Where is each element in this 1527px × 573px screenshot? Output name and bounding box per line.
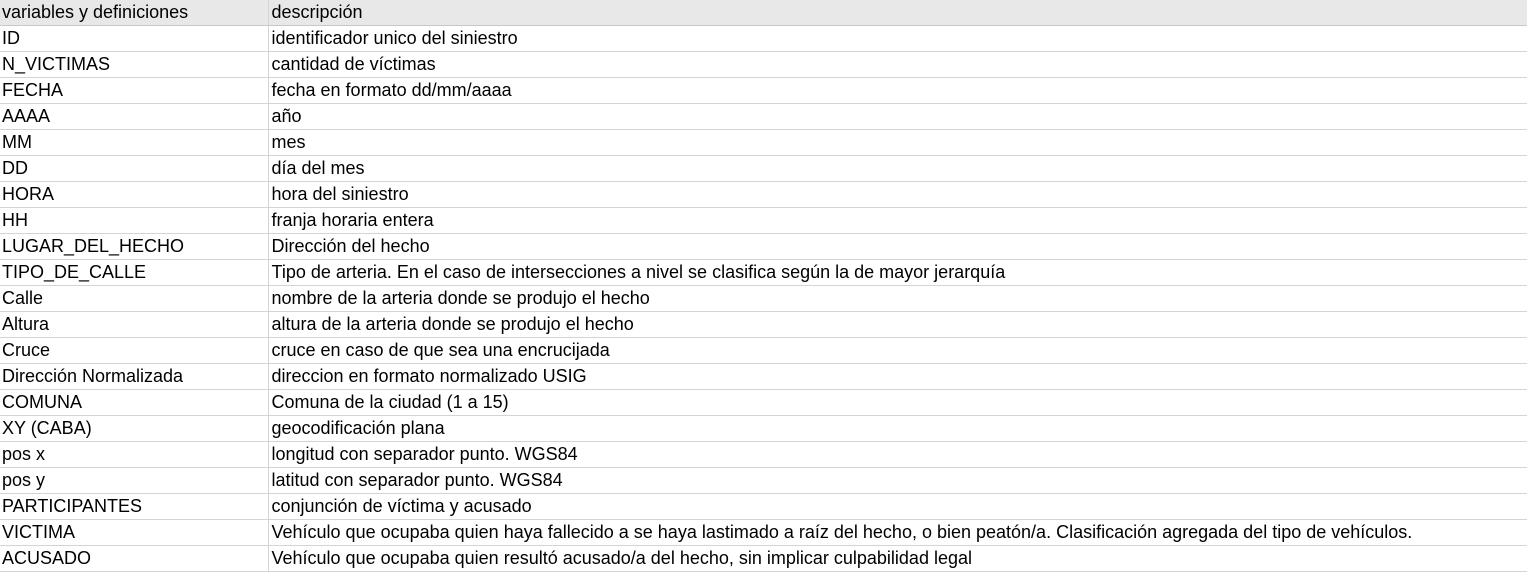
table-row xyxy=(0,156,1527,182)
cell-descripcion[interactable]: geocodificación plana xyxy=(268,416,1527,442)
cell-variable[interactable]: PARTICIPANTES xyxy=(0,494,268,520)
header-cell-descripcion[interactable]: descripción xyxy=(268,0,1527,26)
table-row xyxy=(0,182,1527,208)
table-row xyxy=(0,234,1527,260)
cell-descripcion[interactable]: hora del siniestro xyxy=(268,182,1527,208)
cell-variable[interactable]: Calle xyxy=(0,286,268,312)
cell-descripcion[interactable]: nombre de la arteria donde se produjo el hecho xyxy=(268,286,1527,312)
table-row xyxy=(0,26,1527,52)
table-row xyxy=(0,494,1527,520)
cell-variable[interactable]: ACUSADO xyxy=(0,546,268,572)
cell-variable[interactable]: ID xyxy=(0,26,268,52)
cell-variable[interactable]: DD xyxy=(0,156,268,182)
cell-variable[interactable]: pos y xyxy=(0,468,268,494)
table-row xyxy=(0,78,1527,104)
cell-descripcion[interactable]: cruce en caso de que sea una encrucijada xyxy=(268,338,1527,364)
cell-descripcion[interactable]: franja horaria entera xyxy=(268,208,1527,234)
cell-descripcion[interactable]: identificador unico del siniestro xyxy=(268,26,1527,52)
header-row xyxy=(0,0,1527,26)
cell-descripcion[interactable]: día del mes xyxy=(268,156,1527,182)
cell-descripcion[interactable]: cantidad de víctimas xyxy=(268,52,1527,78)
table-row xyxy=(0,468,1527,494)
cell-descripcion[interactable]: fecha en formato dd/mm/aaaa xyxy=(268,78,1527,104)
table-row xyxy=(0,286,1527,312)
cell-variable[interactable]: Cruce xyxy=(0,338,268,364)
table-row xyxy=(0,390,1527,416)
cell-variable[interactable]: HORA xyxy=(0,182,268,208)
cell-descripcion[interactable]: conjunción de víctima y acusado xyxy=(268,494,1527,520)
table-row xyxy=(0,130,1527,156)
cell-descripcion[interactable]: Dirección del hecho xyxy=(268,234,1527,260)
cell-variable[interactable]: AAAA xyxy=(0,104,268,130)
table-row xyxy=(0,312,1527,338)
cell-variable[interactable]: Altura xyxy=(0,312,268,338)
table-row xyxy=(0,52,1527,78)
cell-descripcion[interactable]: Vehículo que ocupaba quien resultó acusado/a del hecho, sin implicar culpabilidad legal xyxy=(268,546,1527,572)
cell-variable[interactable]: COMUNA xyxy=(0,390,268,416)
table-row xyxy=(0,338,1527,364)
table-row xyxy=(0,442,1527,468)
cell-descripcion[interactable]: altura de la arteria donde se produjo el hecho xyxy=(268,312,1527,338)
cell-variable[interactable]: TIPO_DE_CALLE xyxy=(0,260,268,286)
cell-descripcion[interactable]: longitud con separador punto. WGS84 xyxy=(268,442,1527,468)
cell-variable[interactable]: pos x xyxy=(0,442,268,468)
cell-descripcion[interactable]: Vehículo que ocupaba quien haya fallecido a se haya lastimado a raíz del hecho, o bien peatón/a. Clasificación agregada del tipo de vehículos. xyxy=(268,520,1527,546)
cell-descripcion[interactable]: latitud con separador punto. WGS84 xyxy=(268,468,1527,494)
cell-descripcion[interactable]: Tipo de arteria. En el caso de intersecciones a nivel se clasifica según la de mayor jerarquía xyxy=(268,260,1527,286)
table-row xyxy=(0,546,1527,572)
header-cell-variables[interactable]: variables y definiciones xyxy=(0,0,268,26)
table-row xyxy=(0,520,1527,546)
cell-descripcion[interactable]: direccion en formato normalizado USIG xyxy=(268,364,1527,390)
table-row xyxy=(0,364,1527,390)
cell-descripcion[interactable]: año xyxy=(268,104,1527,130)
cell-variable[interactable]: HH xyxy=(0,208,268,234)
cell-variable[interactable]: XY (CABA) xyxy=(0,416,268,442)
cell-descripcion[interactable]: Comuna de la ciudad (1 a 15) xyxy=(268,390,1527,416)
table-row xyxy=(0,416,1527,442)
cell-variable[interactable]: MM xyxy=(0,130,268,156)
cell-variable[interactable]: LUGAR_DEL_HECHO xyxy=(0,234,268,260)
table-row xyxy=(0,104,1527,130)
cell-descripcion[interactable]: mes xyxy=(268,130,1527,156)
cell-variable[interactable]: N_VICTIMAS xyxy=(0,52,268,78)
cell-variable[interactable]: VICTIMA xyxy=(0,520,268,546)
table-row xyxy=(0,260,1527,286)
cell-variable[interactable]: Dirección Normalizada xyxy=(0,364,268,390)
cell-variable[interactable]: FECHA xyxy=(0,78,268,104)
table-row xyxy=(0,208,1527,234)
